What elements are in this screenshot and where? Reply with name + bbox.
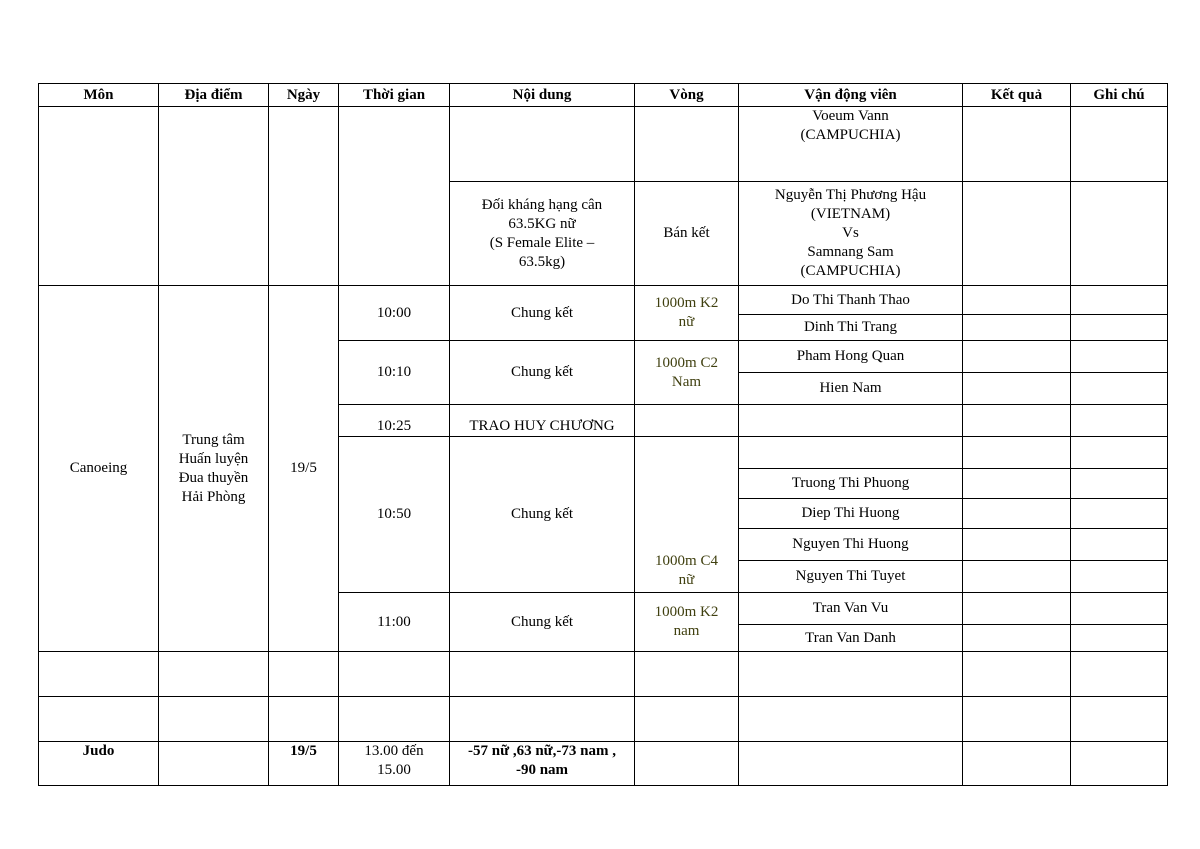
cell-result <box>963 405 1071 437</box>
cell-round: 1000m C2 Nam <box>635 341 739 405</box>
athlete-name: Voeum Vann <box>812 108 889 124</box>
cell-note <box>1071 593 1168 625</box>
table-row <box>39 286 1168 315</box>
cell-content: Chung kết <box>450 437 635 593</box>
cell-result <box>963 529 1071 561</box>
schedule-table <box>38 83 1168 786</box>
cell-note <box>1071 107 1168 182</box>
cell-result <box>963 286 1071 315</box>
cell-result <box>963 373 1071 405</box>
cell-time: 11:00 <box>339 593 450 652</box>
cell-note <box>1071 182 1168 286</box>
cell-sport-canoeing: Canoeing <box>39 286 159 652</box>
cell-note <box>1071 373 1168 405</box>
cell-content: Chung kết <box>450 286 635 341</box>
cell-note <box>1071 561 1168 593</box>
cell-athlete: Tran Van Danh <box>739 625 963 652</box>
cell-result <box>963 315 1071 341</box>
cell-result <box>963 593 1071 625</box>
header-ghi-chu: Ghi chú <box>1071 84 1168 107</box>
cell-time: 10:00 <box>339 286 450 341</box>
cell-sport-empty <box>39 107 159 286</box>
cell-note <box>1071 742 1168 786</box>
cell-round: 1000m K2 nam <box>635 593 739 652</box>
cell-athlete-empty <box>739 405 963 437</box>
header-van-dong-vien: Vận động viên <box>739 84 963 107</box>
cell-date-judo: 19/5 <box>269 742 339 786</box>
cell-time-judo: 13.00 đến 15.00 <box>339 742 450 786</box>
cell-round-empty <box>635 107 739 182</box>
cell-note <box>1071 469 1168 499</box>
header-mon: Môn <box>39 84 159 107</box>
cell-result <box>963 341 1071 373</box>
header-row <box>39 84 1168 107</box>
cell-venue-empty <box>159 742 269 786</box>
header-thoi-gian: Thời gian <box>339 84 450 107</box>
cell-venue-empty <box>159 107 269 286</box>
table-row-empty <box>39 652 1168 697</box>
cell-result <box>963 469 1071 499</box>
cell-result <box>963 742 1071 786</box>
table-row <box>39 742 1168 786</box>
header-ket-qua: Kết quả <box>963 84 1071 107</box>
cell-content-empty <box>450 107 635 182</box>
cell-athlete: Dinh Thi Trang <box>739 315 963 341</box>
cell-round: Bán kết <box>635 182 739 286</box>
cell-round: 1000m C4 nữ <box>635 437 739 593</box>
header-noi-dung: Nội dung <box>450 84 635 107</box>
cell-note <box>1071 315 1168 341</box>
cell-note <box>1071 437 1168 469</box>
cell-result <box>963 561 1071 593</box>
table-row-empty <box>39 697 1168 742</box>
cell-athletes <box>739 107 963 182</box>
cell-athlete: Do Thi Thanh Thao <box>739 286 963 315</box>
cell-athlete: Truong Thi Phuong <box>739 469 963 499</box>
header-dia-diem: Địa điểm <box>159 84 269 107</box>
cell-time: 10:50 <box>339 437 450 593</box>
cell-date-canoeing: 19/5 <box>269 286 339 652</box>
cell-venue-canoeing: Trung tâm Huấn luyện Đua thuyền Hải Phòng <box>159 286 269 652</box>
cell-time: 10:10 <box>339 341 450 405</box>
cell-athlete: Diep Thi Huong <box>739 499 963 529</box>
cell-time: 10:25 <box>339 405 450 437</box>
cell-round-empty <box>635 742 739 786</box>
cell-note <box>1071 286 1168 315</box>
cell-athlete: Tran Van Vu <box>739 593 963 625</box>
cell-content: TRAO HUY CHƯƠNG <box>450 405 635 437</box>
header-ngay: Ngày <box>269 84 339 107</box>
cell-round: 1000m K2 nữ <box>635 286 739 341</box>
cell-result <box>963 625 1071 652</box>
cell-athlete: Hien Nam <box>739 373 963 405</box>
cell-note <box>1071 625 1168 652</box>
cell-content: Chung kết <box>450 593 635 652</box>
cell-note <box>1071 341 1168 373</box>
cell-athlete: Pham Hong Quan <box>739 341 963 373</box>
cell-note <box>1071 405 1168 437</box>
cell-athletes-match: Nguyễn Thị Phương Hậu (VIETNAM) Vs Samnang Sam (CAMPUCHIA) <box>739 182 963 286</box>
cell-sport-judo: Judo <box>39 742 159 786</box>
cell-athlete: Nguyen Thi Huong <box>739 529 963 561</box>
cell-result <box>963 182 1071 286</box>
cell-content: Chung kết <box>450 341 635 405</box>
cell-result <box>963 437 1071 469</box>
athlete-country: (CAMPUCHIA) <box>800 127 901 143</box>
cell-event-content: Đối kháng hạng cân 63.5KG nữ (S Female Elite – 63.5kg) <box>450 182 635 286</box>
cell-time-empty <box>339 107 450 286</box>
cell-result <box>963 499 1071 529</box>
cell-content-judo: -57 nữ ,63 nữ,-73 nam , -90 nam <box>450 742 635 786</box>
cell-result <box>963 107 1071 182</box>
cell-athlete-empty <box>739 742 963 786</box>
cell-round-empty <box>635 405 739 437</box>
cell-date-empty <box>269 107 339 286</box>
cell-note <box>1071 499 1168 529</box>
table-row <box>39 107 1168 182</box>
cell-note <box>1071 529 1168 561</box>
header-vong: Vòng <box>635 84 739 107</box>
cell-athlete: Nguyen Thi Tuyet <box>739 561 963 593</box>
cell-athlete-empty <box>739 437 963 469</box>
